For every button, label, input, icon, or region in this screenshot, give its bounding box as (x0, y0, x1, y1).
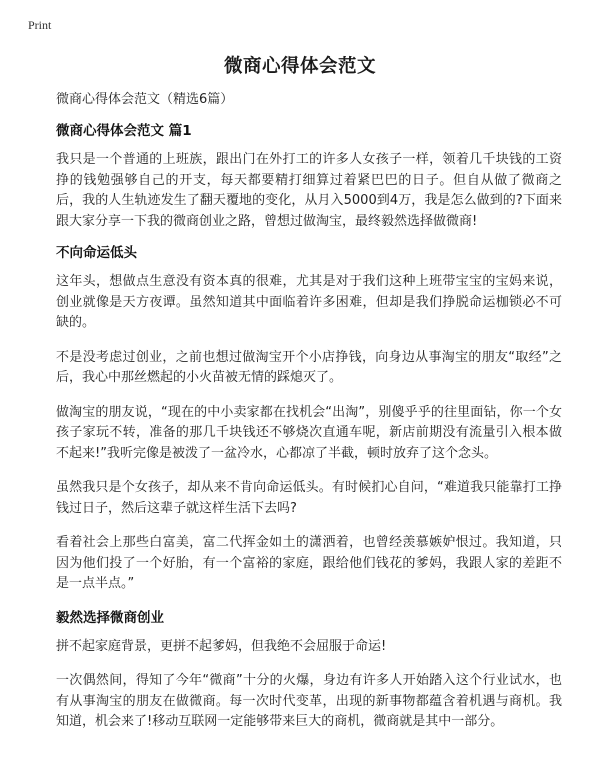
paragraph: 看着社会上那些白富美，富二代挥金如土的潇洒着，也曾经羡慕嫉妒恨过。我知道，只因为他们投了一个好胎，有一个富裕的家庭，跟给他们钱花的爹妈，我跟人家的差距不是一点半点。” (56, 535, 562, 591)
article-subtitle: 微商心得体会范文（精选6篇） (56, 92, 234, 107)
section-heading-3: 毅然选择微商创业 (56, 609, 164, 626)
article-body (56, 91, 562, 747)
paragraph: 拼不起家庭背景，更拼不起爹妈，但我绝不会屈服于命运! (56, 638, 387, 654)
paragraph: 虽然我只是个女孩子，却从来不肯向命运低头。有时候扪心自问，“难道我只能靠打工挣钱过日子，然后这辈子就这样生活下去吗? (56, 480, 562, 516)
print-label: Print (28, 18, 52, 32)
paragraph: 我只是一个普通的上班族，跟出门在外打工的许多人女孩子一样，领着几千块钱的工资挣的钱勉强够自己的开支，每天都要精打细算过着紧巴巴的日子。但自从做了微商之后，我的人生轨迹发生了翻天覆地的变化，从月入5000到4万，我是怎么做到的?下面来跟大家分享一下我的微商创业之路，曾想过做淘宝，最终毅然选择做微商! (56, 152, 562, 229)
paragraph: 这年头，想做点生意没有资本真的很难，尤其是对于我们这种上班带宝宝的宝妈来说，创业就像是天方夜谭。虽然知道其中面临着许多困难，但却是我们挣脱命运枷锁必不可缺的。 (56, 274, 562, 330)
page-title: 微商心得体会范文 (223, 56, 376, 77)
paragraph: 做淘宝的朋友说，“现在的中小卖家都在找机会“出淘”，别傻乎乎的往里面钻，你一个女孩子家玩不转，准备的那几千块钱还不够烧次直通车呢，新店前期没有流量引入根本做不起来!”我听完像是被泼了一盆冷水，心都凉了半截，顿时放弃了这个念头。 (56, 404, 562, 461)
section-heading-2: 不向命运低头 (56, 245, 137, 261)
paragraph: 不是没考虑过创业，之前也想过做淘宝开个小店挣钱，向身边从事淘宝的朋友“取经”之后，我心中那丝燃起的小火苗被无情的踩熄灭了。 (56, 349, 562, 385)
section-heading-1: 微商心得体会范文 篇1 (56, 123, 192, 139)
paragraph: 一次偶然间，得知了今年“微商”十分的火爆，身边有许多人开始踏入这个行业试水，也有从事淘宝的朋友在做微商。每一次时代变革，出现的新事物都蕴含着机遇与商机。我知道，机会来了!移动互联网一定能够带来巨大的商机，微商就是其中一部分。 (56, 673, 562, 729)
